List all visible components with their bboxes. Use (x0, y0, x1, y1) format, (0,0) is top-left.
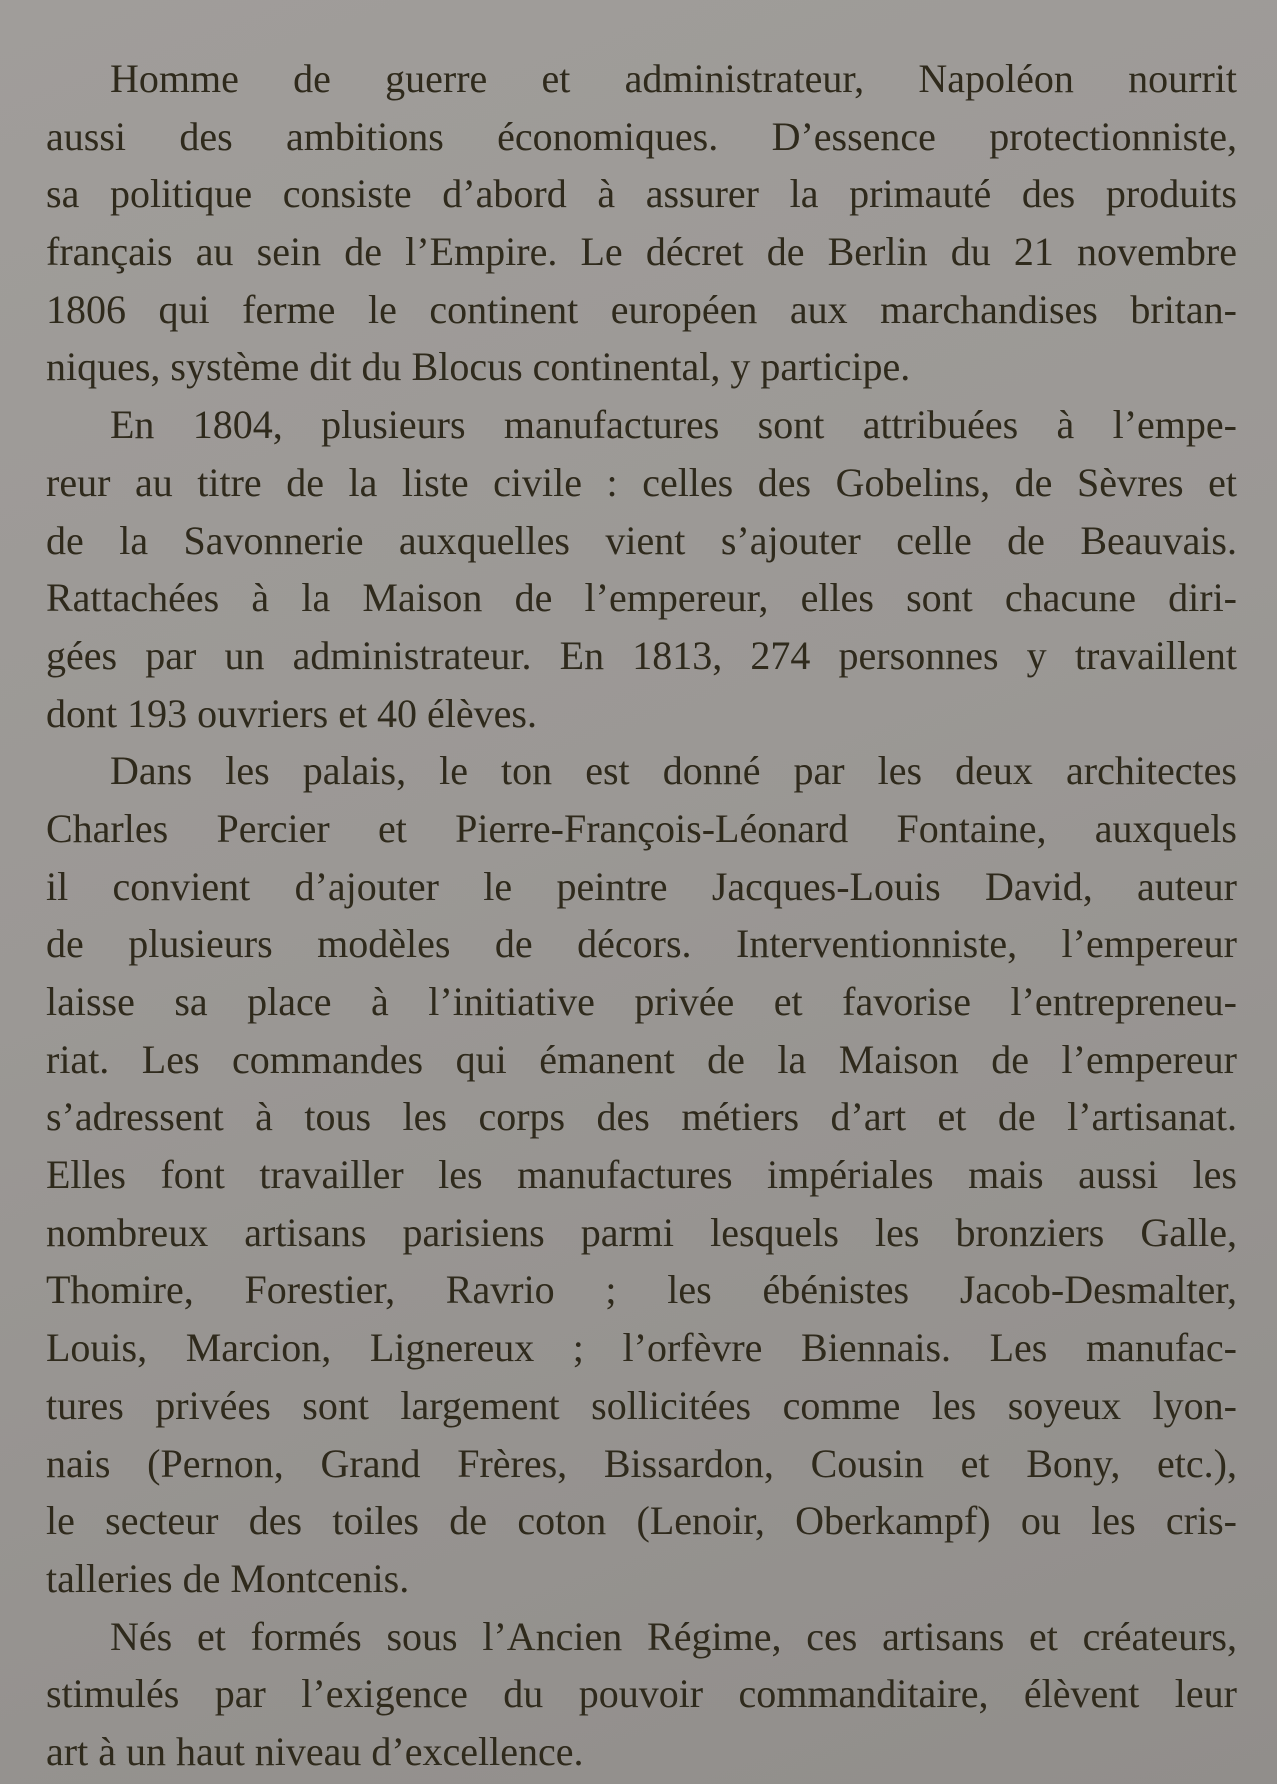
text-line: nombreux artisans parisiens parmi lesquels les bronziers Galle, (46, 1209, 1237, 1255)
text-line: 1806 qui ferme le continent européen aux marchandises britan- (46, 286, 1237, 332)
text-line: tures privées sont largement sollicitées comme les soyeux lyon- (46, 1382, 1237, 1428)
text-line: aussi des ambitions économiques. D’essence protectionniste, (46, 113, 1237, 159)
text-line: Homme de guerre et administrateur, Napoléon nourrit (110, 56, 1237, 101)
paragraph (46, 1608, 1237, 1781)
text-line: Charles Percier et Pierre-François-Léonard Fontaine, auxquels (46, 805, 1237, 851)
text-line: le secteur des toiles de coton (Lenoir, Oberkampf) ou les cris- (46, 1498, 1237, 1544)
paragraph (46, 50, 1237, 396)
text-line: Rattachées à la Maison de l’empereur, elles sont chacune diri- (46, 575, 1237, 621)
text-line: En 1804, plusieurs manufactures sont attribuées à l’empe- (110, 402, 1237, 448)
text-line: gées par un administrateur. En 1813, 274 personnes y travaillent (46, 632, 1237, 678)
text-line: talleries de Montcenis. (46, 1555, 410, 1601)
text-line: laisse sa place à l’initiative privée et favorise l’entrepreneu- (46, 979, 1237, 1024)
text-line: Louis, Marcion, Lignereux ; l’orfèvre Biennais. Les manufac- (46, 1325, 1237, 1371)
text-line: sa politique consiste d’abord à assurer la primauté des produits (46, 171, 1237, 217)
text-line: français au sein de l’Empire. Le décret de Berlin du 21 novembre (46, 229, 1237, 275)
text-line: niques, système dit du Blocus continental, y participe. (46, 344, 911, 390)
paragraph (46, 396, 1237, 742)
text-line: de la Savonnerie auxquelles vient s’ajouter celle de Beauvais. (46, 517, 1237, 563)
text-line: art à un haut niveau d’excellence. (46, 1728, 584, 1774)
text-line: Dans les palais, le ton est donné par les deux architectes (110, 748, 1237, 794)
text-line: nais (Pernon, Grand Frères, Bissardon, Cousin et Bony, etc.), (46, 1440, 1237, 1486)
text-line: de plusieurs modèles de décors. Interventionniste, l’empereur (46, 921, 1237, 967)
text-line: il convient d’ajouter le peintre Jacques-Louis David, auteur (46, 863, 1237, 909)
text-line: Thomire, Forestier, Ravrio ; les ébénistes Jacob-Desmalter, (46, 1267, 1237, 1313)
text-line: stimulés par l’exigence du pouvoir commanditaire, élèvent leur (46, 1671, 1237, 1717)
text-line: Nés et formés sous l’Ancien Régime, ces artisans et créateurs, (110, 1613, 1237, 1659)
text-line: riat. Les commandes qui émanent de la Maison de l’empereur (46, 1036, 1237, 1082)
text-line: reur au titre de la liste civile : celles des Gobelins, de Sèvres et (46, 459, 1237, 505)
text-line: dont 193 ouvriers et 40 élèves. (46, 690, 537, 736)
paragraph (46, 742, 1237, 1607)
text-line: s’adressent à tous les corps des métiers d’art et de l’artisanat. (46, 1094, 1237, 1140)
text-line: Elles font travailler les manufactures impériales mais aussi les (46, 1152, 1237, 1198)
